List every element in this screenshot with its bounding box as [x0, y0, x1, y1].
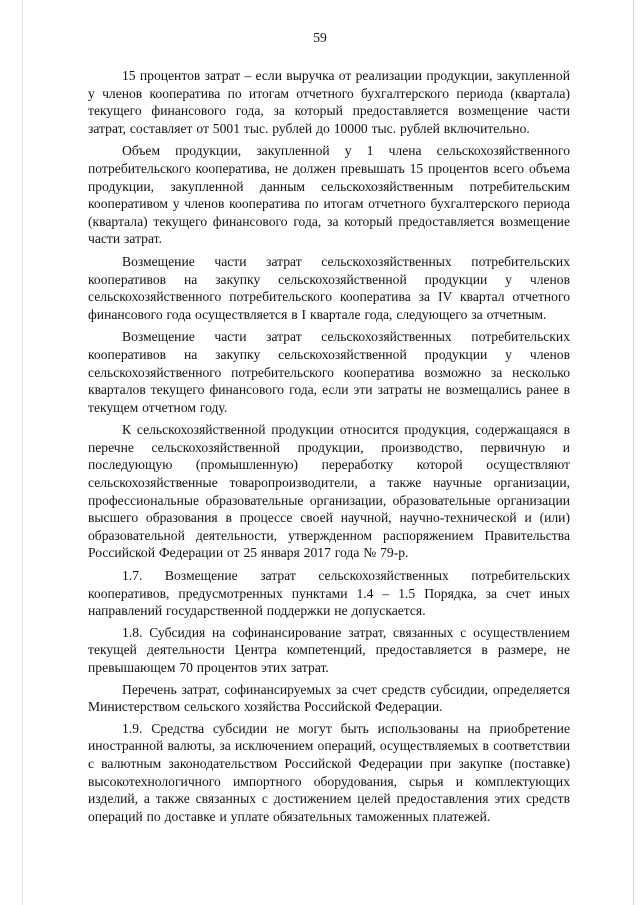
- paragraph-1-7: 1.7. Возмещение затрат сельскохозяйственных потребительских кооперативов, предусмотренных пунктами 1.4 – 1.5 Порядка, за счет иных направлений государственной поддержки не допускается.: [88, 568, 570, 619]
- page-number: 59: [313, 30, 327, 45]
- paragraph-q4-reimbursement: Возмещение части затрат сельскохозяйственных потребительских кооперативов на закупку сельскохозяйственной продукции у членов сельскохозяйственного потребительского кооператива за IV квартал отчетного финансового года осуществляется в I квартале года, следующего за отчетным.: [88, 253, 570, 322]
- paragraph-multi-quarter: Возмещение части затрат сельскохозяйственных потребительских кооперативов на закупку сельскохозяйственной продукции у членов сельскохозяйственного потребительского кооператива возможно за несколько кварталов текущего финансового года, если эти затраты не возмещались ранее в текущем отчетном году.: [88, 329, 570, 415]
- paragraph-cost-list: Перечень затрат, софинансируемых за счет средств субсидии, определяется Министерством сельского хозяйства Российской Федерации.: [88, 681, 570, 715]
- paragraph-percent-threshold: 15 процентов затрат – если выручка от реализации продукции, закупленной у членов кооператива по итогам отчетного бухгалтерского периода (квартала) текущего финансового года, за который предоставляется возмещение части затрат, составляет от 5001 тыс. рублей до 10000 тыс. рублей включительно.: [88, 68, 570, 136]
- scan-edge-left: [22, 0, 23, 905]
- paragraph-volume-limit: Объем продукции, закупленной у 1 члена сельскохозяйственного потребительского кооператива, не должен превышать 15 процентов всего объема продукции, закупленной данным сельскохозяйственным потребительским кооперативом у членов кооператива по итогам отчетного бухгалтерского периода (квартала) текущего финансового года, за который предоставляется возмещение части затрат.: [88, 143, 570, 247]
- scan-edge-right: [633, 0, 634, 905]
- paragraph-1-8: 1.8. Субсидия на софинансирование затрат, связанных с осуществлением текущей деятельности Центра компетенций, предоставляется в размере, не превышающем 70 процентов этих затрат.: [88, 624, 570, 675]
- document-body: [88, 67, 570, 829]
- paragraph-1-9: 1.9. Средства субсидии не могут быть использованы на приобретение иностранной валюты, за исключением операций, осуществляемых в соответствии с валютным законодательством Российской Федерации при закупке (поставке) высокотехнологичного импортного оборудования, сырья и комплектующих изделий, а также связанных с достижением целей предоставления этих средств операций по доставке и уплате обязательных таможенных платежей.: [88, 720, 570, 824]
- paragraph-agri-products: К сельскохозяйственной продукции относится продукция, содержащаяся в перечне сельскохозяйственной продукции, производство, первичную и последующую (промышленную) переработку которой осуществляют сельскохозяйственные товаропроизводители, а также научные организации, профессиональные образовательные организации, образовательные организации высшего образования в процессе своей научной, научно-технической и (или) образовательной деятельности, утвержденном распоряжением Правительства Российской Федерации от 25 января 2017 года № 79-р.: [88, 422, 570, 561]
